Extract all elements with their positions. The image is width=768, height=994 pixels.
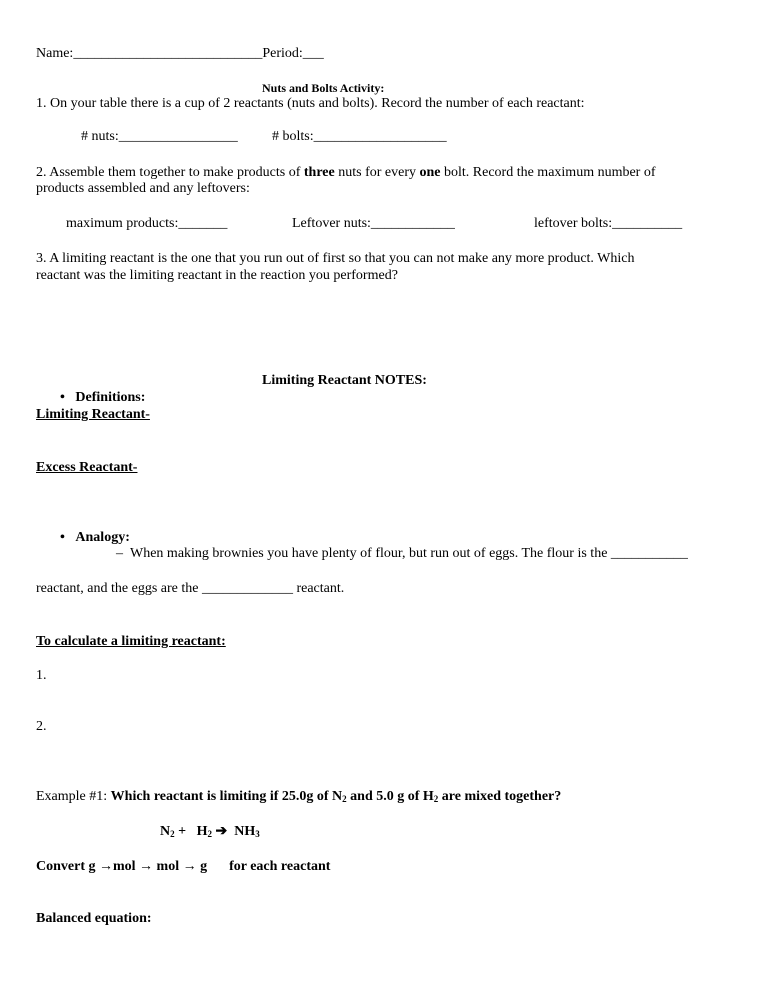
leftover-bolts-field: leftover bolts:__________ [534, 216, 683, 231]
question-2-line2: products assembled and any leftovers: [36, 181, 250, 196]
limiting-reactant-label: Limiting Reactant- [36, 407, 150, 422]
max-products-field: maximum products:_______ [66, 216, 228, 231]
leftover-nuts-field: Leftover nuts:____________ [292, 216, 455, 231]
notes-title: Limiting Reactant NOTES: [262, 373, 427, 388]
question-2-line1: 2. Assemble them together to make products of three nuts for every one bolt. Record the maximum number of [36, 165, 656, 180]
name-period-line: Name:___________________________Period:___ [36, 46, 324, 61]
bolts-count-field: # bolts:___________________ [272, 129, 447, 144]
chemical-equation: $N_2 + H_2$ ➔ $NH_3$ [160, 824, 260, 839]
analogy-text: – When making brownies you have plenty of flour, but run out of eggs. The flour is the ___________ [116, 546, 688, 561]
arrow-icon: ➔ [212, 824, 231, 839]
nuts-count-field: # nuts:_________________ [81, 129, 238, 144]
bullet-icon: • [60, 390, 65, 405]
activity-title: Nuts and Bolts Activity: [262, 81, 385, 95]
balanced-equation-label: Balanced equation: [36, 911, 152, 926]
analogy-line2: reactant, and the eggs are the _____________ reactant. [36, 581, 345, 596]
step-2: 2. [36, 719, 47, 734]
calc-title: To calculate a limiting reactant: [36, 634, 226, 649]
step-1: 1. [36, 668, 47, 683]
convert-instruction: Convert g →mol → mol → g for each reactant [36, 859, 331, 874]
analogy-bullet: • Analogy: [60, 530, 130, 545]
definitions-bullet: • Definitions: [60, 390, 146, 405]
dash-icon: – [116, 546, 123, 561]
question-3-line1: 3. A limiting reactant is the one that you run out of first so that you can not make any more product. Which [36, 251, 635, 266]
bullet-icon: • [60, 530, 65, 545]
excess-reactant-label: Excess Reactant- [36, 460, 138, 475]
example-question: Example #1: Which reactant is limiting if 25.0g of $N_2$ and 5.0 g of $H_2$ are mixed together? [36, 789, 562, 804]
question-1-text: 1. On your table there is a cup of 2 reactants (nuts and bolts). Record the number of each reactant: [36, 96, 585, 111]
question-3-line2: reactant was the limiting reactant in the reaction you performed? [36, 268, 398, 283]
